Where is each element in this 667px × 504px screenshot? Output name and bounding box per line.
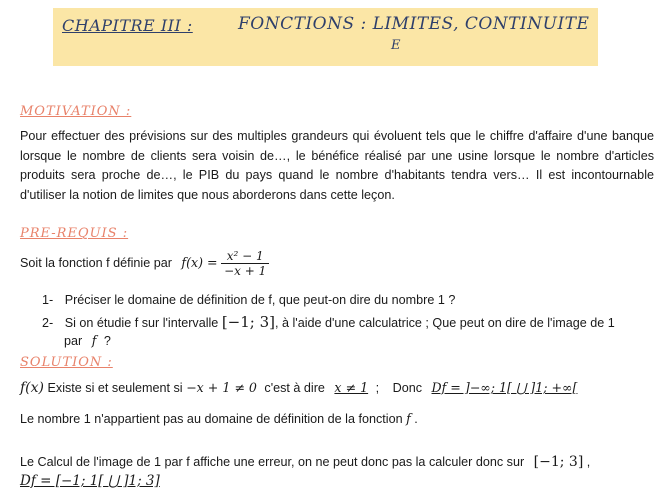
solution-condition-2: x ≠ 1 xyxy=(334,380,369,395)
question-2-number: 2- xyxy=(42,316,54,330)
solution-donc: Donc xyxy=(392,381,423,395)
solution-interval: [−1; 3] xyxy=(533,454,584,470)
question-2-f: f xyxy=(91,333,97,348)
solution-line-1 xyxy=(20,380,577,396)
chapter-label: CHAPITRE III : xyxy=(62,16,193,35)
solution-f: f xyxy=(406,411,411,426)
solution-cad: c'est à dire xyxy=(264,381,325,395)
solution-fx: f(x) xyxy=(20,380,45,396)
fraction-numerator: x² − 1 xyxy=(221,249,269,264)
question-1 xyxy=(42,293,455,307)
motivation-heading: MOTIVATION : xyxy=(20,104,132,119)
question-2-text: Si on étudie f sur l'intervalle xyxy=(64,316,219,330)
question-2-line-2 xyxy=(64,333,111,348)
solution-condition: −x + 1 ≠ 0 xyxy=(186,380,257,395)
question-1-number: 1- xyxy=(42,293,54,307)
chapter-title-continuation: E xyxy=(391,38,401,53)
function-fraction xyxy=(221,249,269,278)
question-2 xyxy=(42,313,615,331)
solution-line-3-end: , xyxy=(586,455,591,469)
question-2-par: par xyxy=(64,334,83,348)
motivation-paragraph: Pour effectuer des prévisions sur des multiples grandeurs qui évoluent tels que le chiffre d'affaire d'une banque lorsque le nombre de clients sera voisin de…, le bénéfice réalisé par une usine lorsque le nombre d'articles produits sera proche de…, le PIB du pays quand le nombre d'habitants tendra vers… Il est incontournable d'utiliser la notion de limites que nous aborderons dans cette leçon. xyxy=(20,129,654,202)
question-1-text: Préciser le domaine de définition de f, que peut-on dire du nombre 1 ? xyxy=(64,293,456,307)
chapter-title: FONCTIONS : LIMITES, CONTINUITE xyxy=(238,14,590,34)
question-2-interval: [−1; 3] xyxy=(221,313,275,331)
solution-calcul: Le Calcul de l'image de 1 par f affiche une erreur, on ne peut donc pas la calculer donc sur xyxy=(20,455,525,469)
function-lhs: f(x) = xyxy=(181,254,218,270)
solution-domain: Df = ]−∞; 1[ ⋃ ]1; +∞[ xyxy=(431,380,578,395)
solution-domain-restricted: Df = [−1; 1[ ⋃ ]1; 3] xyxy=(20,473,160,489)
question-2-end: ? xyxy=(103,334,111,348)
solution-line-2-end: . xyxy=(414,412,418,426)
solution-existe: Existe si et seulement si xyxy=(47,381,183,395)
solution-semicolon: ; xyxy=(375,381,380,395)
fraction-denominator: −x + 1 xyxy=(224,264,267,278)
solution-not-in-domain: Le nombre 1 n'appartient pas au domaine de définition de la fonction xyxy=(20,412,403,426)
solution-line-3 xyxy=(20,454,654,470)
question-2-text-cont: , à l'aide d'une calculatrice ; Que peut on dire de l'image de 1 xyxy=(275,316,615,330)
function-intro: Soit la fonction f définie par xyxy=(20,255,172,270)
solution-line-4 xyxy=(20,473,160,489)
prerequis-heading: PRE-REQUIS : xyxy=(20,226,129,241)
solution-line-2 xyxy=(20,411,418,426)
solution-heading: SOLUTION : xyxy=(20,355,113,370)
function-definition xyxy=(20,249,269,278)
